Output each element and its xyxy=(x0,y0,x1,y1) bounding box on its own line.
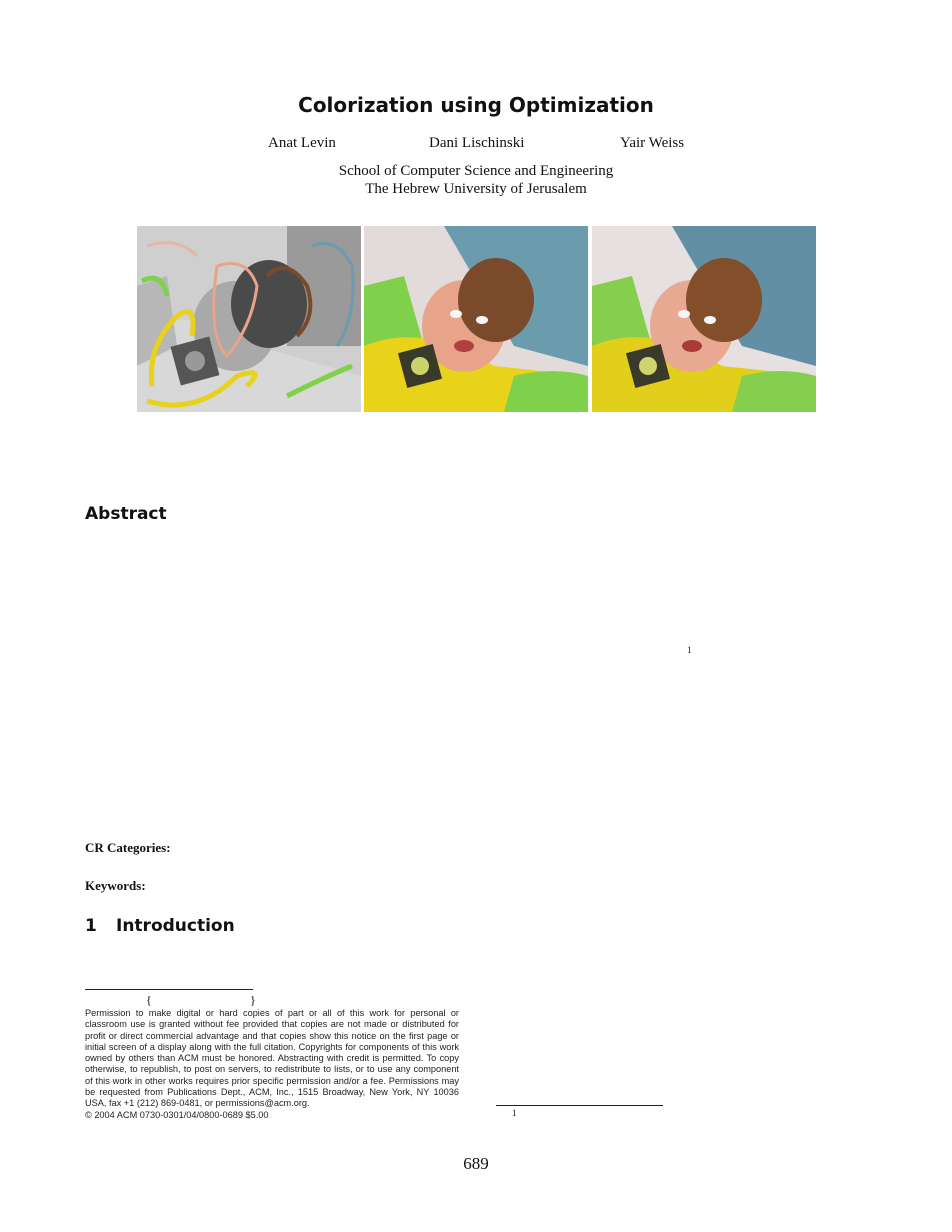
author-name: Yair Weiss xyxy=(620,135,685,151)
scribbled-grayscale-image xyxy=(137,226,361,412)
author-name: Anat Levin xyxy=(268,135,336,151)
permission-text: Permission to make digital or hard copies of part or all of this work for personal or classroom use is granted without fee provided that copies are not made or distributed for profit or direct commercial advantage and that copies show this notice on the first page or initial screen of a display along with the full citation. Copyrights for components of this work owned by others than ACM must be honored. Abstracting with credit is permitted. To copy otherwise, to republish, to post on servers, to redistribute to lists, or to use any component of this work in other works requires prior specific permission and/or a fee. Permissions may be requested from Publications Dept., ACM, Inc., 1515 Broadway, New York, NY 10036 USA, fax +1 (212) 869-0481, or permissions@acm.org. xyxy=(85,1008,459,1109)
footnote-rule xyxy=(85,989,253,990)
introduction-heading: Introduction xyxy=(116,916,235,936)
keywords-label: Keywords: xyxy=(85,878,146,893)
affiliation-line: School of Computer Science and Engineering xyxy=(338,163,614,179)
footnote-marker: 1 xyxy=(512,1108,517,1118)
original-color-image xyxy=(592,226,816,412)
section-number: 1 xyxy=(85,916,97,936)
figure-panel-colorized-result xyxy=(364,226,588,412)
figure-panel-scribbled-input xyxy=(137,226,361,412)
colorized-image xyxy=(364,226,588,412)
author-name: Dani Lischinski xyxy=(429,135,525,151)
figure-panel-original-photo xyxy=(592,226,816,412)
page-number: 689 xyxy=(463,1154,489,1173)
permission-notice xyxy=(85,1008,459,1121)
abstract-heading: Abstract xyxy=(85,504,167,524)
footnote-rule xyxy=(496,1105,663,1106)
footnote-brace: } xyxy=(250,993,256,1007)
footnote-brace: { xyxy=(146,993,152,1007)
affiliation-line: The Hebrew University of Jerusalem xyxy=(365,181,587,197)
footnote-marker: 1 xyxy=(687,645,692,655)
copyright-line: © 2004 ACM 0730-0301/04/0800-0689 $5.00 xyxy=(85,1109,269,1120)
cr-categories-label: CR Categories: xyxy=(85,840,171,855)
paper-title: Colorization using Optimization xyxy=(298,93,654,117)
